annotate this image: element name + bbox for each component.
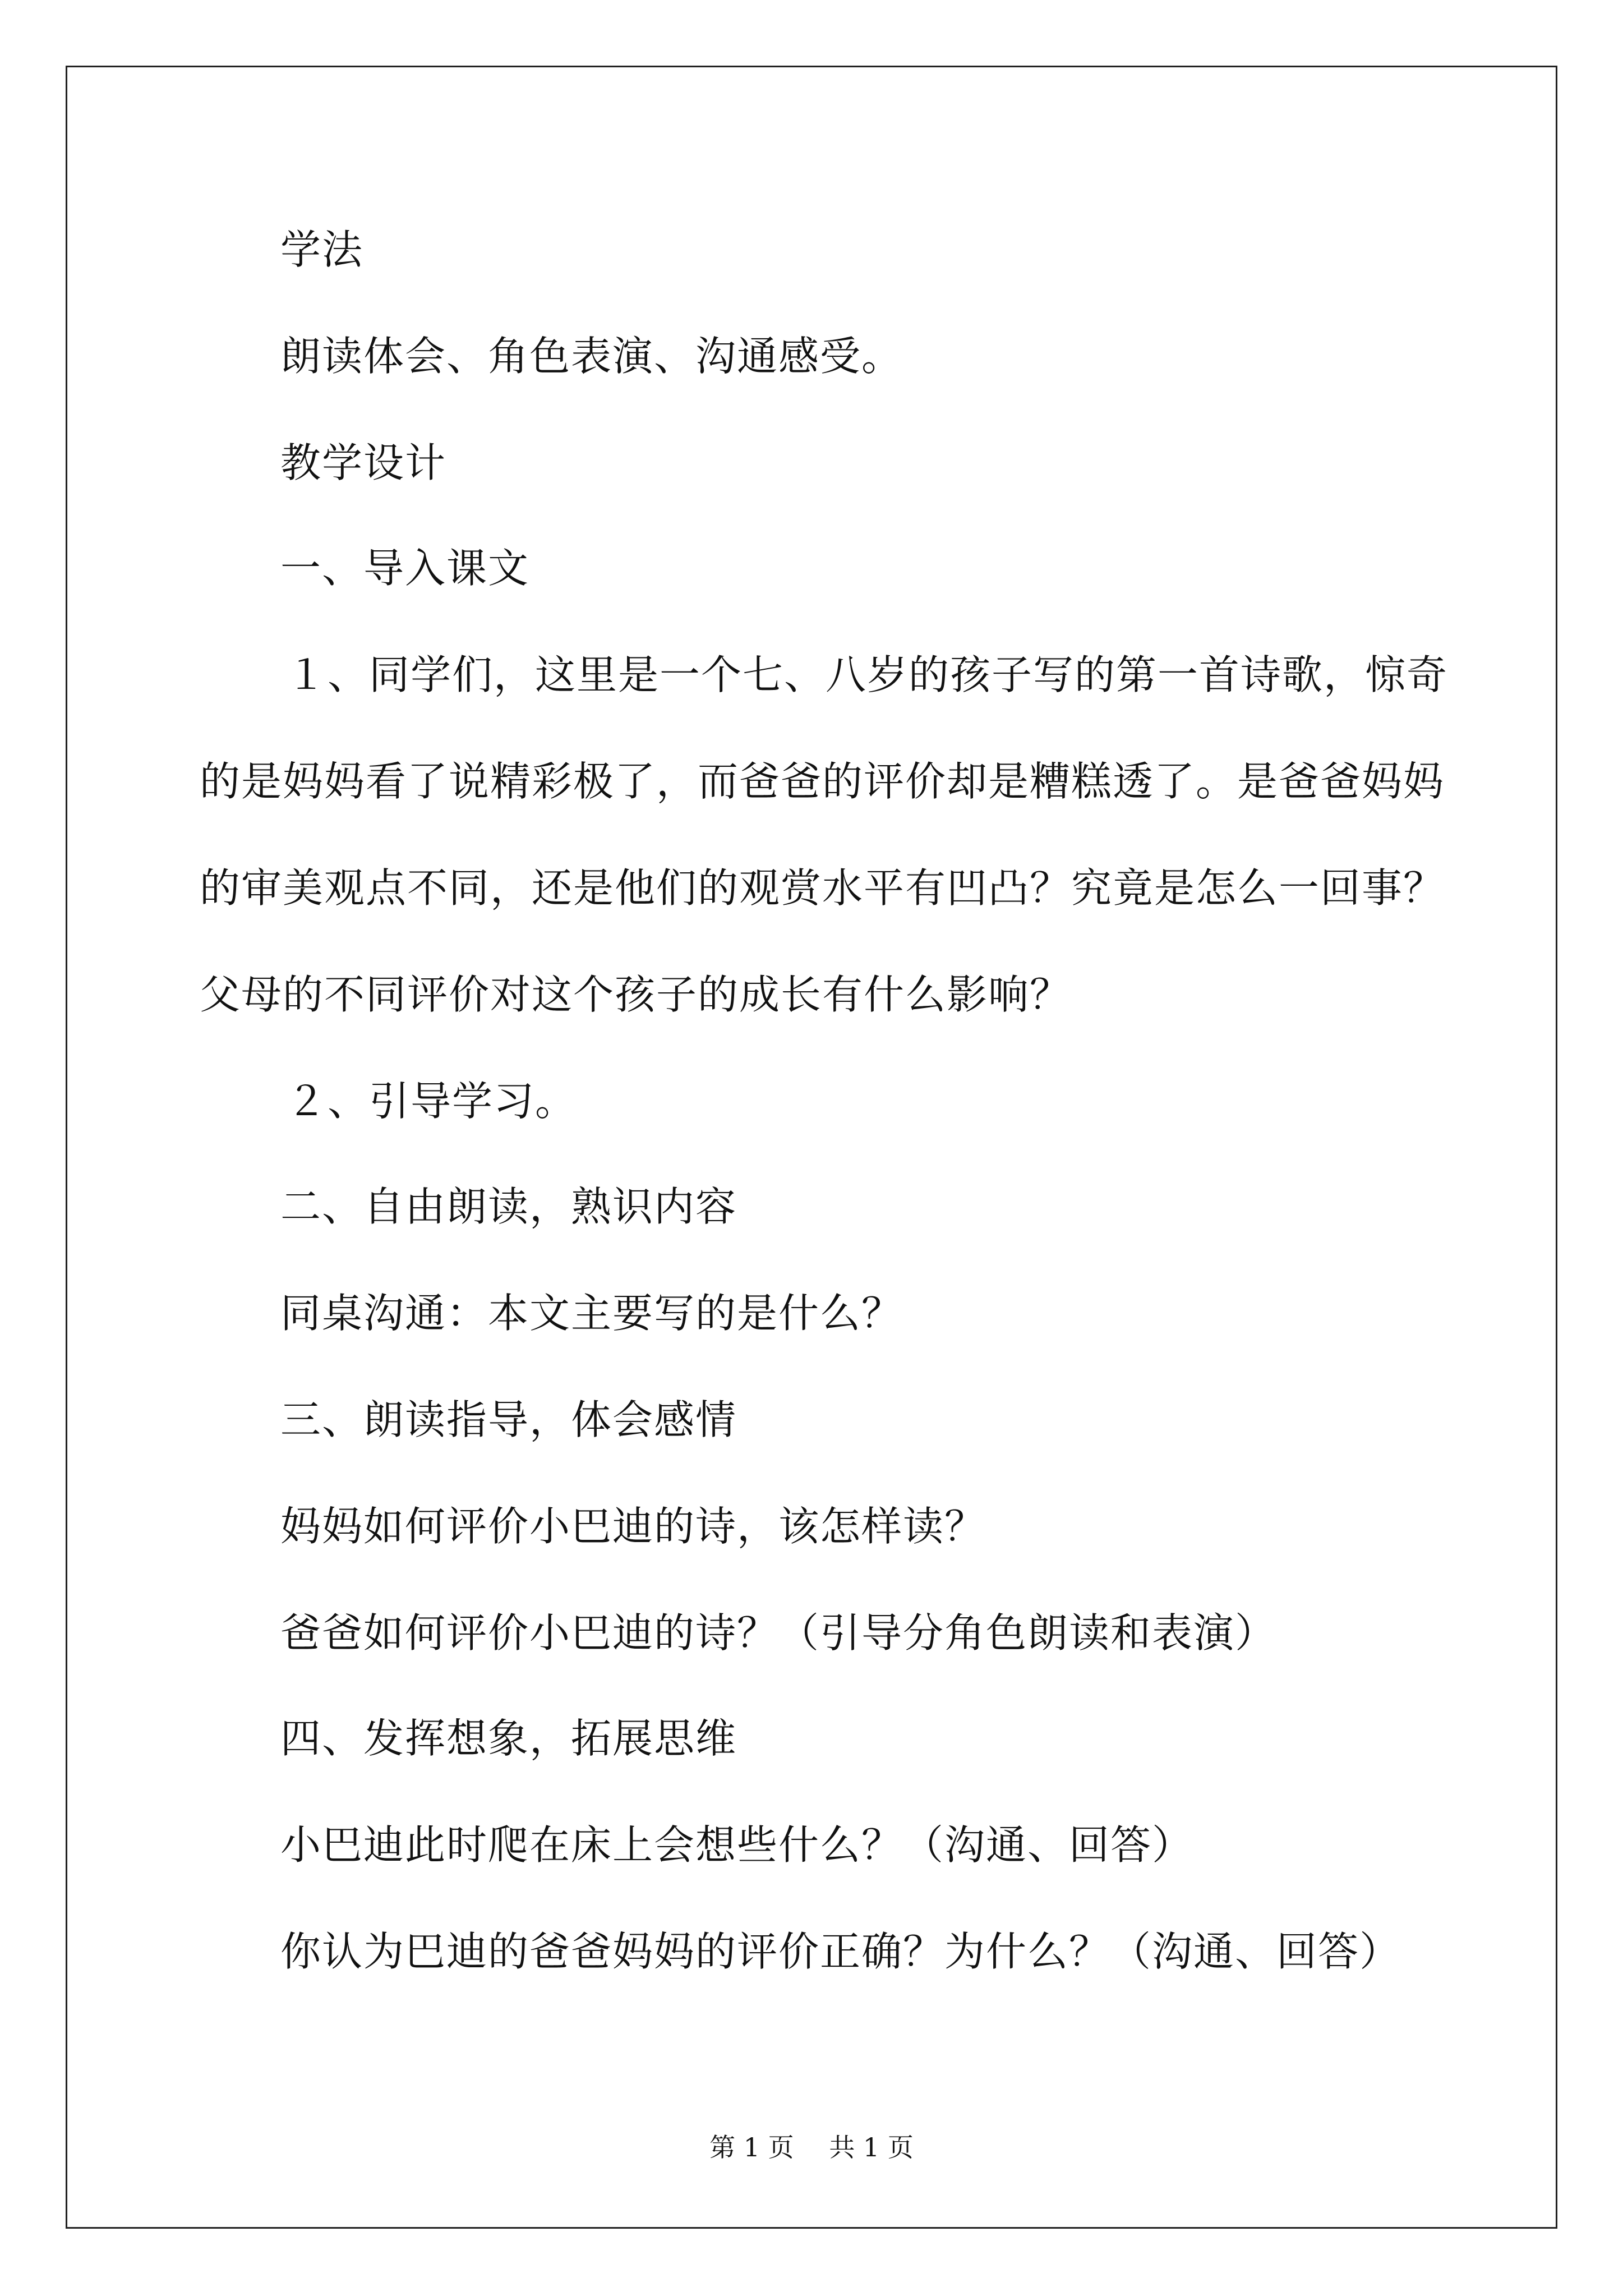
paragraph-intro-line1: １、同学们，这里是一个七、八岁的孩子写的第一首诗歌，惊奇 (286, 651, 1449, 698)
paragraph-father: 爸爸如何评价小巴迪的诗？（引导分角色朗读和表演） (280, 1609, 1277, 1657)
page-number: 第 1 页 (709, 2132, 794, 2162)
paragraph-intro-line4: 父母的不同评价对这个孩子的成长有什么影响？ (200, 971, 1072, 1018)
heading-xuefa: 学法 (280, 226, 364, 273)
paragraph-imagine: 小巴迪此时爬在床上会想些什么？（沟通、回答） (280, 1821, 1194, 1869)
page-footer (0, 2131, 1623, 2164)
page-border (66, 66, 1557, 2229)
section-heading-2: 二、自由朗读，熟识内容 (280, 1183, 737, 1230)
section-heading-3: 三、朗读指导，体会感情 (280, 1396, 737, 1443)
heading-teaching-design: 教学设计 (280, 439, 447, 486)
paragraph-method: 朗读体会、角色表演、沟通感受。 (280, 333, 903, 380)
paragraph-guide: ２、引导学习。 (286, 1078, 577, 1125)
paragraph-deskmate: 同桌沟通：本文主要写的是什么？ (280, 1290, 903, 1337)
paragraph-intro-line3: 的审美观点不同，还是他们的观赏水平有凹凸？究竟是怎么一回事？ (200, 864, 1445, 912)
paragraph-evaluate: 你认为巴迪的爸爸妈妈的评价正确？为什么？（沟通、回答） (280, 1928, 1401, 1975)
page-total: 共 1 页 (829, 2132, 914, 2162)
section-heading-4: 四、发挥想象，拓展思维 (280, 1715, 737, 1762)
paragraph-intro-line2: 的是妈妈看了说精彩极了，而爸爸的评价却是糟糕透了。是爸爸妈妈 (200, 758, 1445, 805)
section-heading-1: 一、导入课文 (280, 545, 530, 592)
paragraph-mother: 妈妈如何评价小巴迪的诗，该怎样读？ (280, 1503, 986, 1550)
